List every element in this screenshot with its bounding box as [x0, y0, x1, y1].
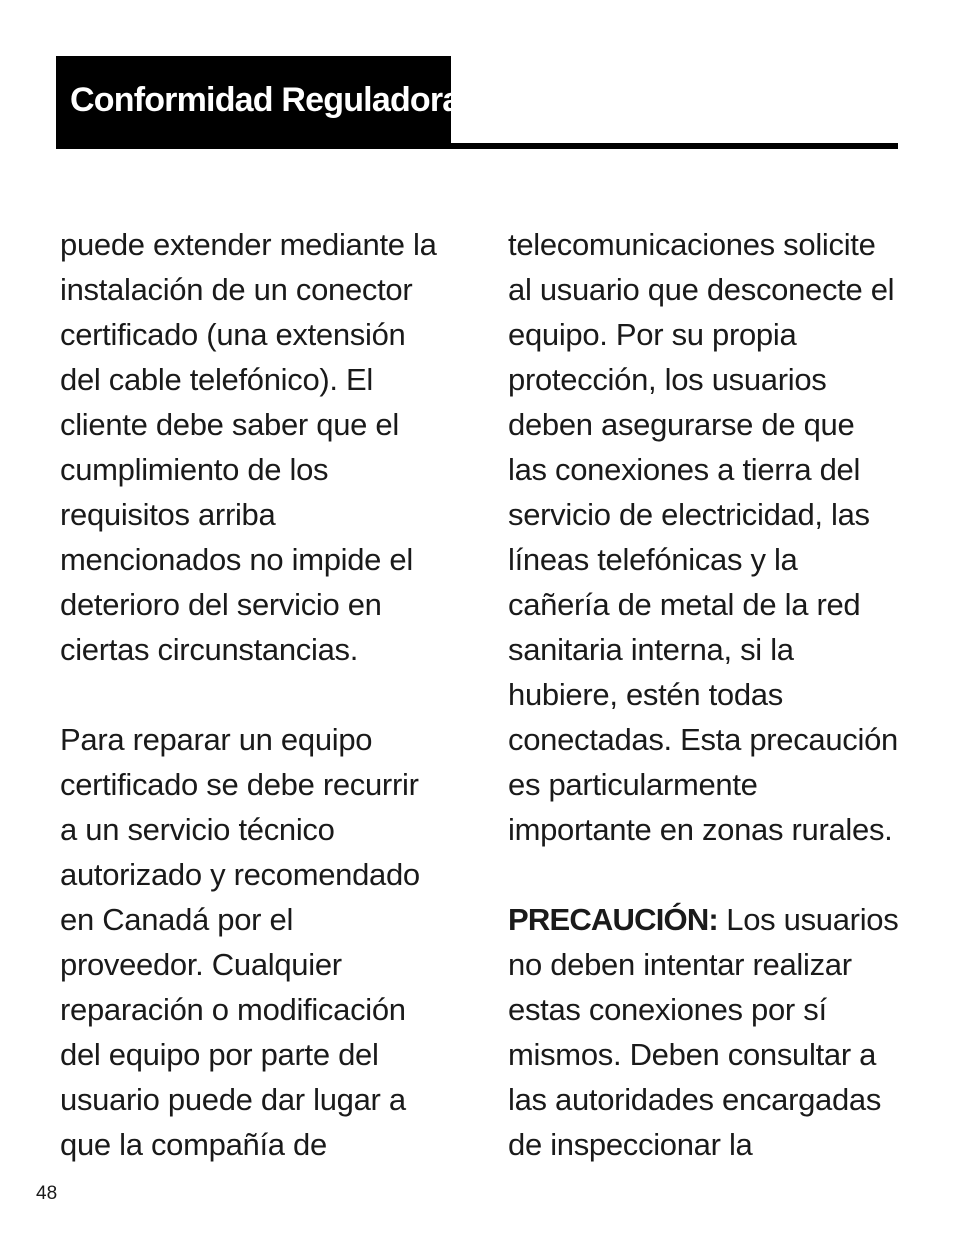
text-line: conectadas. Esta precaución: [508, 722, 898, 757]
text-line: a un servicio técnico: [60, 812, 335, 847]
text-line: de inspeccionar la: [508, 1127, 753, 1162]
text-line: certificado (una extensión: [60, 317, 406, 352]
text-line: cañería de metal de la red: [508, 587, 861, 622]
text-line: sanitaria interna, si la: [508, 632, 794, 667]
text-line: reparación o modificación: [60, 992, 406, 1027]
text-line: estas conexiones por sí: [508, 992, 827, 1027]
left-column: [60, 222, 460, 1167]
caution-first-line-rest: Los usuarios: [717, 902, 899, 937]
text-line: hubiere, estén todas: [508, 677, 783, 712]
paragraph-gap: [60, 672, 460, 717]
text-line: que la compañía de: [60, 1127, 327, 1162]
text-line: del equipo por parte del: [60, 1037, 379, 1072]
text-line: es particularmente: [508, 767, 758, 802]
text-line: cumplimiento de los: [60, 452, 329, 487]
text-line: al usuario que desconecte el: [508, 272, 895, 307]
left-paragraph-1: [60, 222, 460, 672]
text-line: cliente debe saber que el: [60, 407, 399, 442]
header-rule: [56, 143, 898, 149]
page-number: 48: [36, 1183, 58, 1204]
text-line: proveedor. Cualquier: [60, 947, 342, 982]
right-column: [508, 222, 908, 1167]
text-line: equipo. Por su propia: [508, 317, 797, 352]
text-line: instalación de un conector: [60, 272, 413, 307]
text-line: las autoridades encargadas: [508, 1082, 882, 1117]
text-line: protección, los usuarios: [508, 362, 827, 397]
left-paragraph-2: [60, 717, 460, 1167]
text-line: puede extender mediante la: [60, 227, 437, 262]
text-line: deterioro del servicio en: [60, 587, 382, 622]
text-line: mismos. Deben consultar a: [508, 1037, 877, 1072]
text-line: usuario puede dar lugar a: [60, 1082, 406, 1117]
text-line: mencionados no impide el: [60, 542, 413, 577]
caution-first-line: [508, 897, 908, 942]
text-line: las conexiones a tierra del: [508, 452, 861, 487]
caution-paragraph: [508, 897, 908, 1167]
text-line: no deben intentar realizar: [508, 947, 852, 982]
right-paragraph-1: [508, 222, 908, 852]
text-line: del cable telefónico). El: [60, 362, 374, 397]
text-line: autorizado y recomendado: [60, 857, 420, 892]
text-line: ciertas circunstancias.: [60, 632, 359, 667]
text-line: importante en zonas rurales.: [508, 812, 893, 847]
text-line: requisitos arriba: [60, 497, 276, 532]
text-line: certificado se debe recurrir: [60, 767, 419, 802]
text-line: deben asegurarse de que: [508, 407, 855, 442]
text-line: en Canadá por el: [60, 902, 294, 937]
section-title: Conformidad Reguladora: [70, 81, 461, 119]
text-line: servicio de electricidad, las: [508, 497, 870, 532]
text-line: telecomunicaciones solicite: [508, 227, 876, 262]
text-line: líneas telefónicas y la: [508, 542, 798, 577]
caution-label: PRECAUCIÓN:: [508, 902, 718, 937]
text-line: Para reparar un equipo: [60, 722, 373, 757]
paragraph-gap: [508, 852, 908, 897]
